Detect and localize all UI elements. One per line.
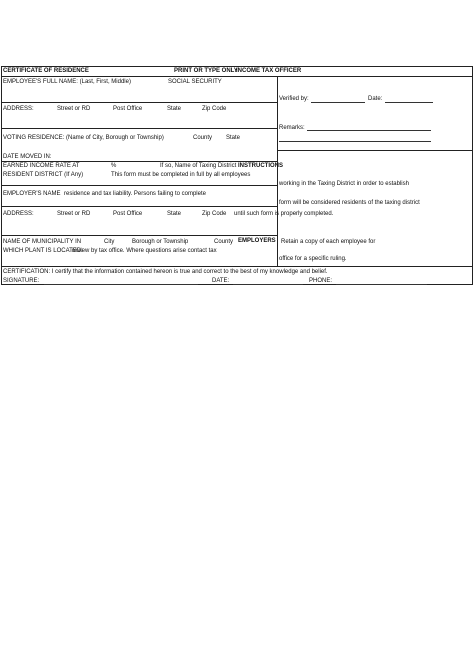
row-divider [1,102,277,103]
form-left-border [1,66,2,284]
row-divider [1,235,277,236]
employer-state-label: State [167,211,182,217]
employer-post-office-label: Post Office [113,211,143,217]
signature-label: SIGNATURE: [3,278,40,284]
office-ruling-text: office for a specific ruling. [279,256,347,262]
date-moved-label: DATE MOVED IN: [3,154,52,160]
verified-date-label: Date: [368,96,383,102]
must-complete-text: This form must be completed in full by all employees [111,172,251,178]
zip-label: Zip Code [202,106,227,112]
considered-text: form will be considered residents of the taxing district [279,200,420,206]
until-text: until such form is properly completed. [234,211,334,217]
row-divider [1,185,277,186]
signature-date-line[interactable] [233,284,303,285]
employer-address-label: ADDRESS: [3,211,34,217]
address-label: ADDRESS: [3,106,34,112]
city-label: City [104,239,115,245]
verification-divider [277,150,472,151]
row-divider [1,128,277,129]
date-line [385,102,433,103]
employers-heading: EMPLOYERS [238,238,276,244]
row-divider [1,161,277,162]
print-note: PRINT OR TYPE ONLY [174,68,238,74]
phone-label: PHONE: [309,278,333,284]
form-top-border [1,66,473,67]
remarks-line [307,130,431,131]
title-row-divider [1,76,473,77]
post-office-label: Post Office [113,106,143,112]
borough-label: Borough or Township [132,239,189,245]
certification-divider [1,266,473,267]
form-right-border [472,66,473,284]
remarks-label: Remarks: [279,125,305,131]
employer-name-label: EMPLOYER'S NAME [3,191,61,197]
employee-name-label: EMPLOYEE'S FULL NAME: (Last, First, Middle) [3,79,131,85]
remarks-line [279,141,431,142]
employer-street-label: Street or RD [57,211,91,217]
street-label: Street or RD [57,106,91,112]
certification-statement: CERTIFICATION: I certify that the information contained hereon is true and correct to the best of my knowledge and belief. [3,269,328,275]
voting-residence-label: VOTING RESIDENCE: (Name of City, Borough or Township) [3,135,164,141]
instructions-heading: INSTRUCTIONS [238,163,283,169]
earned-income-label: EARNED INCOME RATE AT [3,163,80,169]
verified-by-label: Verified by: [279,96,309,102]
form-title: CERTIFICATE OF RESIDENCE [3,68,89,74]
ssn-label: SOCIAL SECURITY [168,79,222,85]
plant-location-label: WHICH PLANT IS LOCATED: [3,248,83,254]
signature-date-label: DATE: [212,278,230,284]
signature-line[interactable] [44,284,198,285]
taxing-district-label: If so, Name of Taxing District [160,163,237,169]
retain-text: Retain a copy of each employee for [281,239,376,245]
officer-label: INCOME TAX OFFICER [236,68,302,74]
center-divider [277,76,278,266]
employer-zip-label: Zip Code [202,211,227,217]
verified-by-line [311,102,365,103]
review-text: review by tax office. Where questions arise contact tax [72,248,217,254]
liability-text: residence and tax liability. Persons failing to complete [64,191,206,197]
row-divider [1,206,277,207]
state-label-2: State [226,135,241,141]
percent-sign: % [111,163,117,169]
phone-line[interactable] [336,284,427,285]
resident-district-label: RESIDENT DISTRICT (If Any) [3,172,84,178]
municipality-label: NAME OF MUNICIPALITY IN [3,239,82,245]
state-label: State [167,106,182,112]
county-label: County [193,135,213,141]
municipality-county-label: County [214,239,234,245]
working-text: working in the Taxing District in order to establish [279,181,409,187]
